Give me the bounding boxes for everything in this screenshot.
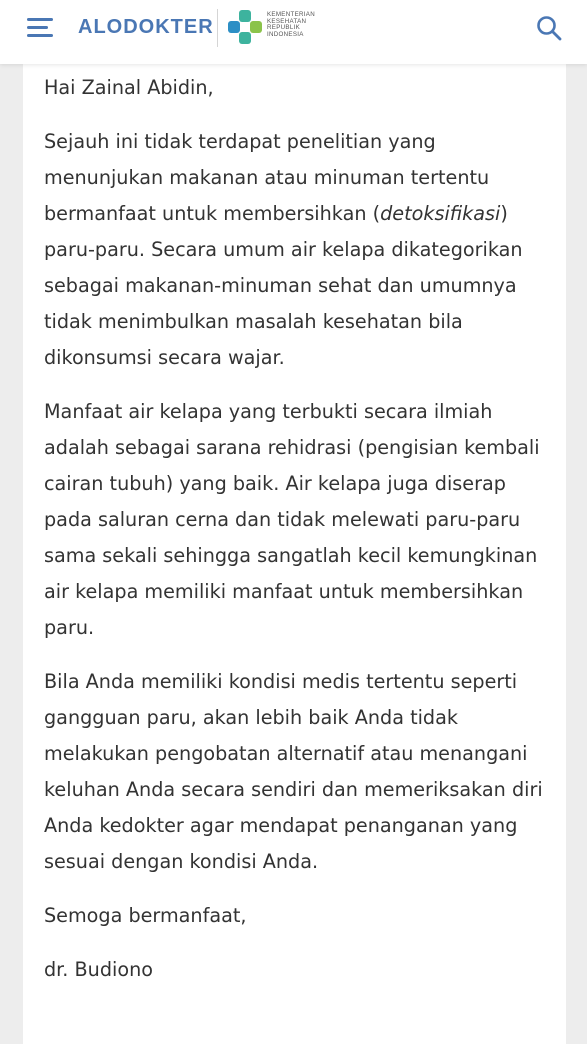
doctor-answer bbox=[44, 70, 549, 1006]
kemenkes-line-2: KESEHATAN bbox=[267, 17, 307, 25]
answer-paragraph-1-end: ) paru-paru. Secara umum air kelapa dikategorikan sebagai makanan-minuman sehat dan umumnya tidak menimbulkan masalah kesehatan bila dikonsumsi secara wajar. bbox=[44, 202, 523, 369]
kemenkes-line-4: INDONESIA bbox=[267, 30, 304, 38]
search-icon[interactable] bbox=[534, 13, 564, 43]
doctor-signature: dr. Budiono bbox=[44, 958, 153, 981]
italic-term: detoksifikasi bbox=[380, 202, 501, 225]
kemenkes-line-3: REPUBLIK bbox=[267, 24, 301, 32]
header-divider bbox=[217, 9, 218, 47]
alodokter-logo[interactable]: ALODOKTER bbox=[78, 16, 214, 38]
answer-paragraph-1 bbox=[44, 124, 549, 376]
top-header bbox=[0, 0, 587, 64]
kemenkes-line-1: KEMENTERIAN bbox=[267, 11, 315, 18]
answer-paragraph-2: Manfaat air kelapa yang terbukti secara ilmiah adalah sebagai sarana rehidrasi (pengisian kembali cairan tubuh) yang baik. Air kelapa juga diserap pada saluran cerna dan tidak melewati paru-paru sama sekali sehingga sangatlah kecil kemungkinan air kelapa memiliki manfaat untuk membersihkan paru. bbox=[44, 400, 540, 639]
kemenkes-logo-text bbox=[267, 12, 347, 38]
kemenkes-logo-icon bbox=[226, 8, 264, 46]
answer-paragraph-3: Bila Anda memiliki kondisi medis tertentu seperti gangguan paru, akan lebih baik Anda tidak melakukan pengobatan alternatif atau menangani keluhan Anda secara sendiri dan memeriksakan diri Anda kedokter agar mendapat penanganan yang sesuai dengan kondisi Anda. bbox=[44, 670, 543, 873]
hamburger-menu-icon[interactable] bbox=[24, 12, 58, 46]
greeting: Hai Zainal Abidin, bbox=[44, 76, 214, 99]
closing-line: Semoga bermanfaat, bbox=[44, 904, 247, 927]
answer-paragraph-1-start: Sejauh ini tidak terdapat penelitian yang menunjukan makanan atau minuman tertentu bermanfaat untuk membersihkan ( bbox=[44, 130, 490, 225]
